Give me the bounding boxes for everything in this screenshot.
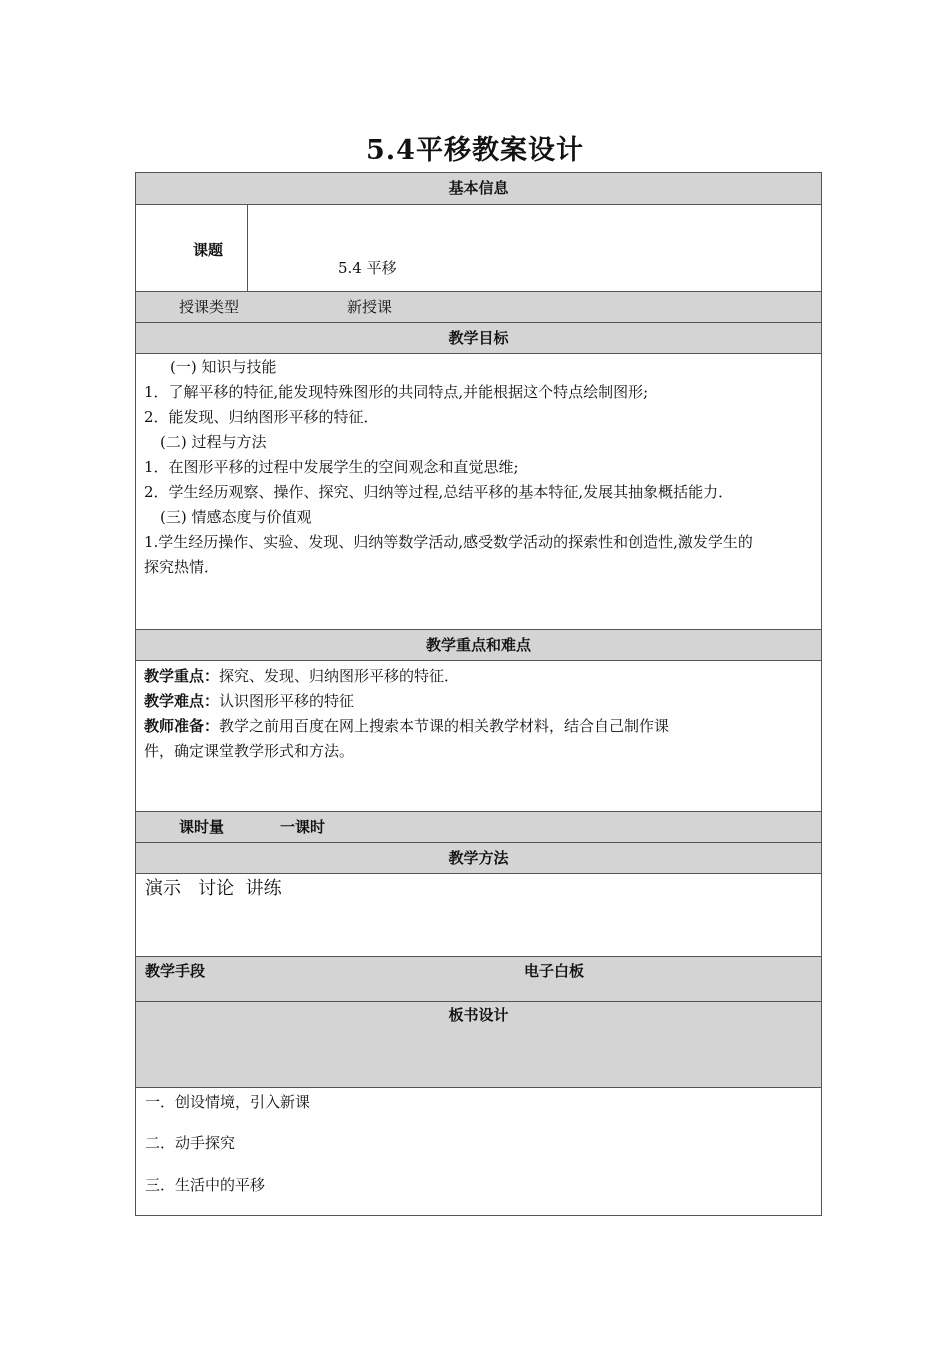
- objective-line: 1．在图形平移的过程中发展学生的空间观念和直觉思维;: [144, 458, 519, 476]
- outline-item: 三．生活中的平移: [145, 1176, 266, 1194]
- methods-header: 教学方法: [136, 843, 821, 874]
- hours-label: 课时量: [179, 818, 225, 836]
- page-title: 5.4平移教案设计: [366, 135, 584, 166]
- topic-value: 5.4 平移: [338, 259, 397, 277]
- focus-value: 探究、发现、归纳图形平移的特征．: [219, 667, 460, 685]
- outline-item: 一．创设情境，引入新课: [145, 1093, 311, 1111]
- topic-label: 课题: [193, 241, 224, 259]
- objectives-header: 教学目标: [136, 323, 821, 354]
- prep-line: [144, 714, 813, 739]
- basic-info-header: 基本信息: [136, 173, 821, 205]
- methods-value: 演示 讨论 讲练: [145, 878, 282, 899]
- key-points-header: 教学重点和难点: [136, 630, 821, 661]
- prep-line-continued: 件，确定课堂教学形式和方法。: [144, 742, 355, 760]
- lesson-type-value: 新授课: [347, 298, 393, 316]
- objective-line: (一) 知识与技能: [170, 358, 277, 376]
- hours-row: [136, 812, 821, 843]
- topic-label-cell: [136, 205, 248, 291]
- focus-label: 教学重点：: [144, 667, 220, 685]
- objectives-content: [136, 354, 821, 630]
- outline-content: [136, 1088, 821, 1215]
- objective-line: 1.学生经历操作、实验、发现、归纳等数学活动,感受数学活动的探索性和创造性,激发学生的: [144, 533, 753, 551]
- objective-line: 2．能发现、归纳图形平移的特征．: [144, 408, 379, 426]
- board-design-header: 板书设计: [448, 1006, 509, 1024]
- difficulty-line: [144, 689, 813, 714]
- methods-content: [136, 874, 821, 957]
- key-points-content: [136, 661, 821, 812]
- objective-line: (二) 过程与方法: [160, 433, 267, 451]
- objective-line: 1．了解平移的特征,能发现特殊图形的共同特点,并能根据这个特点绘制图形;: [144, 383, 649, 401]
- focus-line: [144, 664, 813, 689]
- means-label: 教学手段: [145, 962, 206, 980]
- hours-value: 一课时: [280, 818, 326, 836]
- objective-line: 探究热情．: [144, 558, 220, 576]
- outline-item: 二．动手探究: [145, 1134, 236, 1152]
- difficulty-value: 认识图形平移的特征: [219, 692, 355, 710]
- lesson-type-row: [136, 292, 821, 323]
- lesson-type-label: 授课类型: [179, 298, 240, 316]
- means-row: [136, 957, 821, 1002]
- board-design-row: [136, 1002, 821, 1088]
- topic-row: [136, 205, 821, 292]
- objective-line: 2．学生经历观察、操作、探究、归纳等过程,总结平移的基本特征,发展其抽象概括能力．: [144, 483, 734, 501]
- objective-line: (三) 情感态度与价值观: [160, 508, 312, 526]
- lesson-plan-table: [135, 172, 822, 1216]
- prep-value: 教学之前用百度在网上搜索本节课的相关教学材料，结合自己制作课: [219, 717, 670, 735]
- prep-label: 教师准备：: [144, 717, 220, 735]
- difficulty-label: 教学难点：: [144, 692, 220, 710]
- means-value: 电子白板: [524, 962, 585, 980]
